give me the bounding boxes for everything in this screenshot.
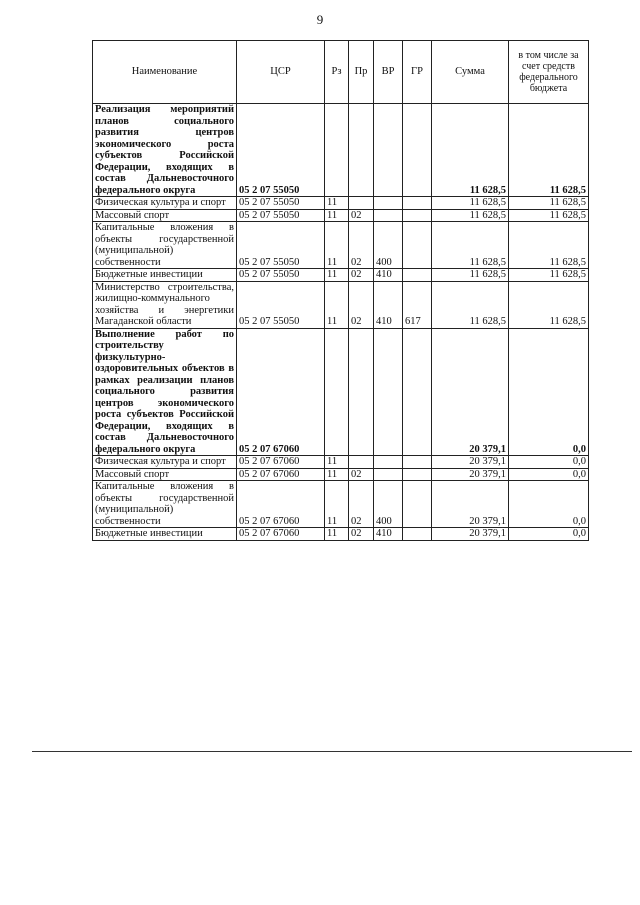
table-row [93, 456, 589, 469]
cell-sum: 20 379,1 [432, 528, 509, 541]
cell-federal: 11 628,5 [509, 281, 589, 328]
cell-sum: 20 379,1 [432, 328, 509, 456]
cell-rz: 11 [325, 528, 349, 541]
cell-vr: 410 [374, 269, 403, 282]
table-row [93, 328, 589, 456]
cell-gr [403, 456, 432, 469]
cell-sum: 20 379,1 [432, 456, 509, 469]
cell-sum: 20 379,1 [432, 468, 509, 481]
table-row [93, 468, 589, 481]
header-federal: в том числе за счет средств федерального бюджета [509, 41, 589, 104]
cell-sum: 11 628,5 [432, 281, 509, 328]
cell-pr: 02 [349, 209, 374, 222]
header-sum: Сумма [432, 41, 509, 104]
cell-federal: 0,0 [509, 328, 589, 456]
cell-sum: 11 628,5 [432, 197, 509, 210]
budget-table [92, 40, 589, 541]
cell-name: Бюджетные инвестиции [93, 528, 237, 541]
cell-vr [374, 468, 403, 481]
cell-gr [403, 104, 432, 197]
cell-csr: 05 2 07 67060 [237, 481, 325, 528]
cell-csr: 05 2 07 67060 [237, 328, 325, 456]
cell-csr: 05 2 07 55050 [237, 209, 325, 222]
table-row [93, 481, 589, 528]
cell-sum: 11 628,5 [432, 269, 509, 282]
cell-gr: 617 [403, 281, 432, 328]
cell-csr: 05 2 07 55050 [237, 197, 325, 210]
cell-gr [403, 528, 432, 541]
cell-csr: 05 2 07 55050 [237, 104, 325, 197]
header-rz: Рз [325, 41, 349, 104]
cell-sum: 11 628,5 [432, 222, 509, 269]
cell-vr: 400 [374, 222, 403, 269]
cell-rz: 11 [325, 269, 349, 282]
cell-name: Министерство строительства, жилищно-коммунального хозяйства и энергетики Магаданской области [93, 281, 237, 328]
cell-name: Физическая культура и спорт [93, 456, 237, 469]
cell-rz [325, 328, 349, 456]
cell-name: Капитальные вложения в объекты государственной (муниципальной) собственности [93, 481, 237, 528]
cell-rz: 11 [325, 456, 349, 469]
cell-name: Физическая культура и спорт [93, 197, 237, 210]
header-vr: ВР [374, 41, 403, 104]
cell-vr [374, 328, 403, 456]
cell-federal: 0,0 [509, 456, 589, 469]
cell-csr: 05 2 07 67060 [237, 528, 325, 541]
cell-rz: 11 [325, 468, 349, 481]
cell-pr [349, 456, 374, 469]
cell-federal: 11 628,5 [509, 269, 589, 282]
cell-rz: 11 [325, 222, 349, 269]
cell-gr [403, 269, 432, 282]
table-row [93, 104, 589, 197]
cell-pr [349, 104, 374, 197]
cell-gr [403, 468, 432, 481]
cell-sum: 20 379,1 [432, 481, 509, 528]
cell-sum: 11 628,5 [432, 209, 509, 222]
cell-rz [325, 104, 349, 197]
cell-name: Выполнение работ по строительству физкультурно-оздоровительных объектов в рамках реализации планов социального развития центров экономического роста субъектов Российской Федерации, входящих в состав Дальневосточного федерального округа [93, 328, 237, 456]
cell-federal: 0,0 [509, 481, 589, 528]
header-csr: ЦСР [237, 41, 325, 104]
cell-federal: 11 628,5 [509, 209, 589, 222]
cell-vr [374, 197, 403, 210]
cell-federal: 11 628,5 [509, 104, 589, 197]
cell-gr [403, 197, 432, 210]
cell-pr: 02 [349, 468, 374, 481]
cell-csr: 05 2 07 67060 [237, 456, 325, 469]
footer-divider [32, 751, 632, 752]
header-pr: Пр [349, 41, 374, 104]
cell-gr [403, 222, 432, 269]
cell-pr [349, 197, 374, 210]
table-header-row [93, 41, 589, 104]
cell-federal: 11 628,5 [509, 197, 589, 210]
cell-vr: 410 [374, 281, 403, 328]
cell-csr: 05 2 07 55050 [237, 269, 325, 282]
cell-name: Массовый спорт [93, 209, 237, 222]
table-row [93, 528, 589, 541]
table-row [93, 281, 589, 328]
cell-federal: 11 628,5 [509, 222, 589, 269]
cell-pr: 02 [349, 481, 374, 528]
cell-name: Капитальные вложения в объекты государственной (муниципальной) собственности [93, 222, 237, 269]
cell-pr: 02 [349, 528, 374, 541]
cell-rz: 11 [325, 209, 349, 222]
cell-name: Бюджетные инвестиции [93, 269, 237, 282]
cell-vr [374, 209, 403, 222]
table-row [93, 197, 589, 210]
cell-pr: 02 [349, 281, 374, 328]
header-gr: ГР [403, 41, 432, 104]
cell-csr: 05 2 07 55050 [237, 222, 325, 269]
cell-vr: 400 [374, 481, 403, 528]
cell-csr: 05 2 07 67060 [237, 468, 325, 481]
cell-vr [374, 456, 403, 469]
cell-gr [403, 209, 432, 222]
cell-vr: 410 [374, 528, 403, 541]
table-row [93, 222, 589, 269]
cell-federal: 0,0 [509, 468, 589, 481]
cell-csr: 05 2 07 55050 [237, 281, 325, 328]
cell-rz: 11 [325, 197, 349, 210]
cell-name: Реализация мероприятий планов социального развития центров экономического роста субъектов Российской Федерации, входящих в состав Дальневосточного федерального округа [93, 104, 237, 197]
cell-pr: 02 [349, 222, 374, 269]
table-row [93, 209, 589, 222]
cell-gr [403, 481, 432, 528]
cell-name: Массовый спорт [93, 468, 237, 481]
cell-sum: 11 628,5 [432, 104, 509, 197]
table-body [93, 104, 589, 541]
cell-federal: 0,0 [509, 528, 589, 541]
table-row [93, 269, 589, 282]
cell-gr [403, 328, 432, 456]
header-name: Наименование [93, 41, 237, 104]
cell-pr: 02 [349, 269, 374, 282]
cell-pr [349, 328, 374, 456]
cell-rz: 11 [325, 481, 349, 528]
page-number: 9 [316, 12, 324, 27]
cell-rz: 11 [325, 281, 349, 328]
cell-vr [374, 104, 403, 197]
